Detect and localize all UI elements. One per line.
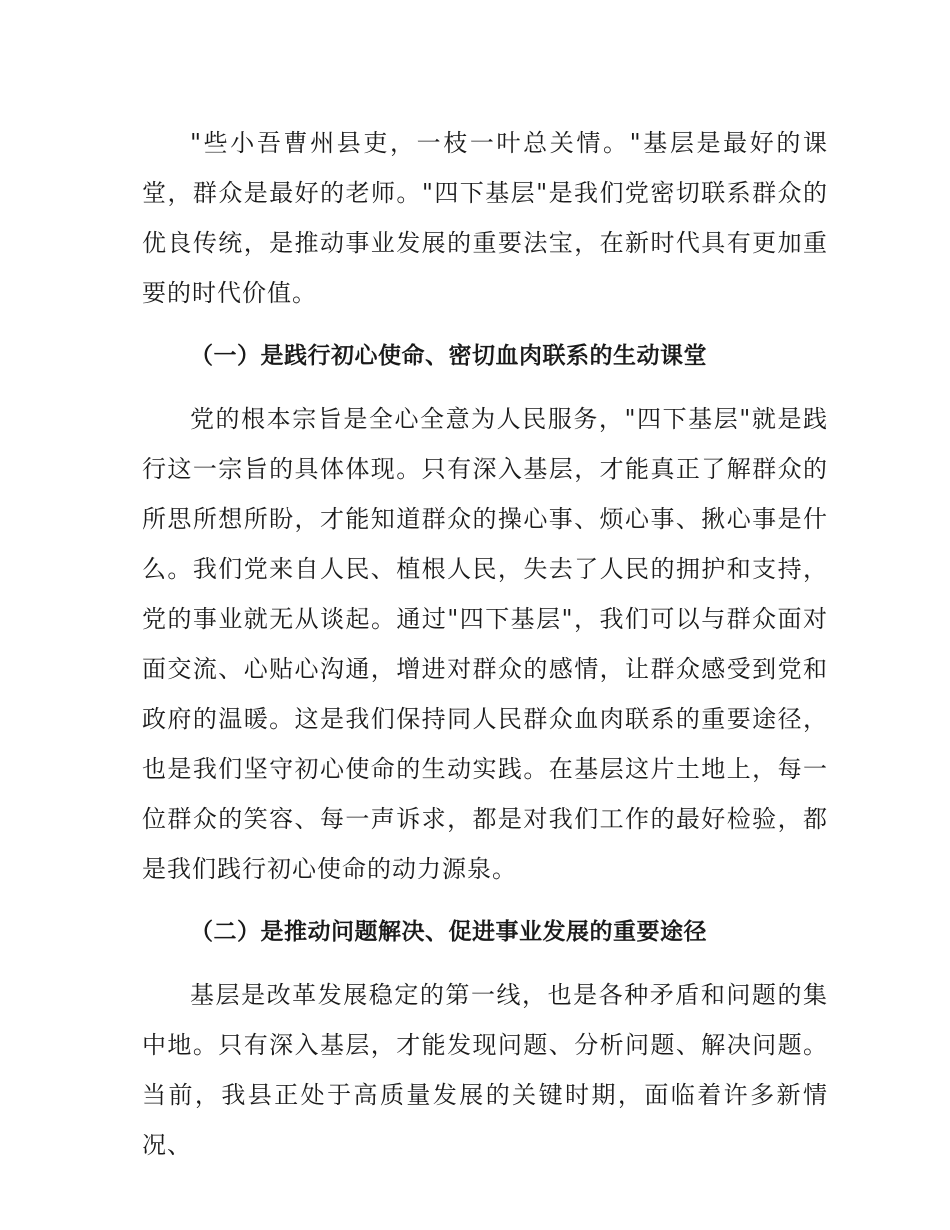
section-2-paragraph: 基层是改革发展稳定的第一线，也是各种矛盾和问题的集中地。只有深入基层，才能发现问题、分析问题、解决问题。当前，我县正处于高质量发展的关键时期，面临着许多新情况、	[142, 981, 828, 1159]
intro-paragraph: "些小吾曹州县吏，一枝一叶总关情。"基层是最好的课堂，群众是最好的老师。"四下基层"是我们党密切联系群众的优良传统，是推动事业发展的重要法宝，在新时代具有更加重要的时代价值。	[142, 129, 828, 307]
section-1-heading: （一）是践行初心使命、密切血肉联系的生动课堂	[190, 343, 707, 369]
document-body	[142, 118, 828, 1170]
section-2-heading: （二）是推动问题解决、促进事业发展的重要途径	[190, 919, 707, 945]
section-1-paragraph: 党的根本宗旨是全心全意为人民服务，"四下基层"就是践行这一宗旨的具体体现。只有深入基层，才能真正了解群众的所思所想所盼，才能知道群众的操心事、烦心事、揪心事是什么。我们党来自人民、植根人民，失去了人民的拥护和支持，党的事业就无从谈起。通过"四下基层"，我们可以与群众面对面交流、心贴心沟通，增进对群众的感情，让群众感受到党和政府的温暖。这是我们保持同人民群众血肉联系的重要途径，也是我们坚守初心使命的生动实践。在基层这片土地上，每一位群众的笑容、每一声诉求，都是对我们工作的最好检验，都是我们践行初心使命的动力源泉。	[142, 405, 828, 883]
